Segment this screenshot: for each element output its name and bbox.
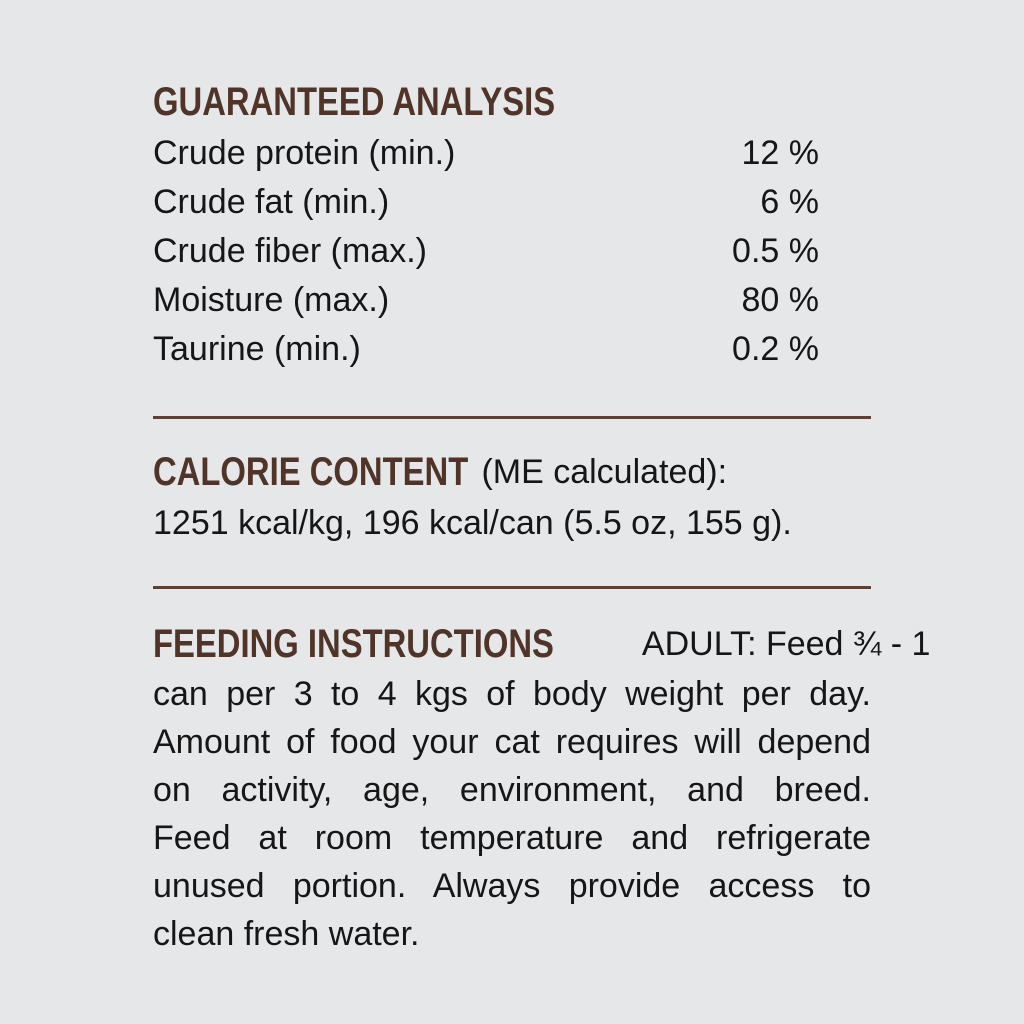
calorie-content-section [153, 446, 871, 548]
calorie-content-header [153, 446, 871, 498]
section-divider [153, 586, 871, 589]
analysis-value: 0.5 % [732, 231, 819, 270]
analysis-label: Crude protein (min.) [153, 133, 456, 172]
calorie-content-values: 1251 kcal/kg, 196 kcal/can (5.5 oz, 155 g). [153, 504, 792, 542]
analysis-row-moisture [153, 275, 819, 324]
feeding-instructions-intro: ADULT: Feed ¾ - 1 [641, 624, 931, 663]
analysis-value: 0.2 % [732, 329, 819, 368]
calorie-content-heading: CALORIE CONTENT [153, 449, 469, 494]
feeding-instructions-section [153, 618, 931, 958]
analysis-row-crude-fiber [153, 226, 819, 275]
analysis-label: Crude fiber (max.) [153, 231, 427, 270]
feeding-line: unused portion. Always provide access to [153, 867, 871, 905]
analysis-value: 80 % [741, 280, 819, 319]
guaranteed-analysis-heading: GUARANTEED ANALYSIS [153, 80, 556, 124]
feeding-instructions-header [153, 618, 931, 670]
calorie-content-subtitle: (ME calculated): [481, 452, 728, 491]
section-divider [153, 416, 871, 419]
analysis-label: Taurine (min.) [153, 329, 361, 368]
analysis-label: Moisture (max.) [153, 280, 390, 319]
feeding-line: Amount of food your cat requires will depend [153, 723, 871, 761]
analysis-value: 12 % [741, 133, 819, 172]
analysis-row-crude-protein [153, 128, 819, 177]
guaranteed-analysis-section-title [153, 78, 871, 126]
feeding-line: can per 3 to 4 kgs of body weight per day. [153, 675, 871, 713]
feeding-line: on activity, age, environment, and breed. [153, 771, 871, 809]
nutrition-panel [153, 78, 931, 953]
analysis-row-crude-fat [153, 177, 819, 226]
guaranteed-analysis-table [153, 128, 871, 373]
analysis-label: Crude fat (min.) [153, 182, 390, 221]
feeding-line: clean fresh water. [153, 915, 420, 953]
feeding-instructions-heading: FEEDING INSTRUCTIONS [153, 621, 554, 666]
analysis-value: 6 % [760, 182, 819, 221]
analysis-row-taurine [153, 324, 819, 373]
feeding-line: Feed at room temperature and refrigerate [153, 819, 871, 857]
